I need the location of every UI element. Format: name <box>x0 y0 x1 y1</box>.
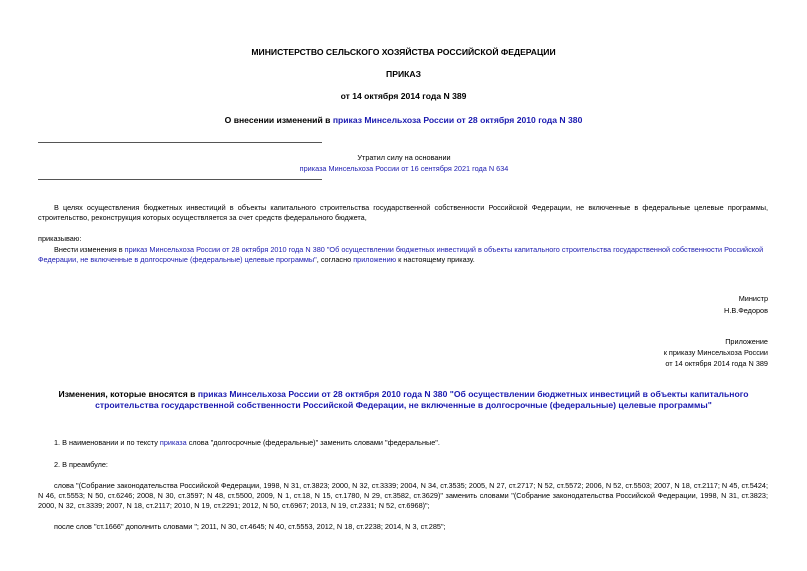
document-type: ПРИКАЗ <box>386 69 421 79</box>
order-prefix: Внести изменения в <box>54 245 125 254</box>
order-suffix: к настоящему приказу. <box>396 255 475 265</box>
repeal-container <box>230 164 578 174</box>
repeal-order-link[interactable]: приказа Минсельхоза России от 16 сентября 2021 года N 634 <box>299 164 509 173</box>
order-word: приказываю: <box>38 234 82 243</box>
item-1 <box>54 438 768 448</box>
divider-bottom <box>38 179 322 180</box>
divider-top <box>38 142 322 143</box>
amended-order-link[interactable]: приказ Минсельхоза России от 28 октября 2010 года N 380 <box>332 115 583 125</box>
changes-title-prefix: Изменения, которые вносятся в <box>58 389 198 399</box>
document-date-number: от 14 октября 2014 года N 389 <box>340 91 467 101</box>
item-2: 2. В преамбуле: <box>54 460 108 469</box>
item-1-order-link[interactable]: приказа <box>159 438 187 447</box>
ministry-heading: МИНИСТЕРСТВО СЕЛЬСКОГО ХОЗЯЙСТВА РОССИЙСКОЙ ФЕДЕРАЦИИ <box>251 47 556 57</box>
signature-name: Н.В.Федоров <box>724 306 768 315</box>
changes-title <box>40 389 767 411</box>
item-2-after: после слов "ст.1666" дополнить словами "; 2011, N 30, ст.4645; N 40, ст.5553, 2012, N 18, ст.2238; 2014, N 3, ст.285"; <box>54 522 446 531</box>
order-paragraph <box>38 245 768 265</box>
changes-order-link[interactable]: приказ Минсельхоза России от 28 октября 2010 года N 380 "Об осуществлении бюджетных инвестиций в объекты капитального строительства государственной собственности Российской Федерации, не включенные в долгосрочные (федеральные) целевые программы" <box>95 389 749 410</box>
repeal-note: Утратил силу на основании <box>357 153 451 162</box>
appendix-to-order: к приказу Минсельхоза России <box>663 348 768 357</box>
document-title <box>0 115 807 125</box>
signature-position: Министр <box>738 294 768 303</box>
order-380-link[interactable]: приказ Минсельхоза России от 28 октября 2010 года N 380 "Об осуществлении бюджетных инвестиций в объекты капитального строительства государственной собственности Российской Федерации, не включенные в долгосрочные (федеральные) целевые программы" <box>38 245 764 265</box>
document-title-prefix: О внесении изменений в <box>224 115 333 125</box>
item-2-text: слова "(Собрание законодательства Российской Федерации, 1998, N 31, ст.3823; 2000, N 32, ст.3339; 2004, N 34, ст.3535; 2005, N 27, ст.2717; N 52, ст.5572; 2006, N 52, ст.5503; 2007, N 18, ст.2117; N 45, ст.5424; N 46, ст.5553; N 50, ст.6246; 2008, N 30, ст.3597; N 48, ст.5500, 2009, N 1, ст.18, N 15, ст.1780, N 29, ст.3582, ст.3629)" заменить словами "(Собрание законодательства Российской Федерации, 1998, N 31, ст.3823; 2000, N 32, ст.3339; 2007, N 18, ст.2117; 2010, N 19, ст.2291; 2012, N 50, ст.6967; 2013, N 19, ст.2331; N 52, ст.6968)"; <box>38 481 768 511</box>
appendix-date: от 14 октября 2014 года N 389 <box>665 359 768 368</box>
item-1-suffix: слова "долгосрочные (федеральные)" заменить словами "федеральные". <box>186 438 440 447</box>
appendix-label: Приложение <box>725 337 768 346</box>
appendix-link[interactable]: приложению <box>353 255 397 265</box>
item-1-prefix: 1. В наименовании и по тексту <box>54 438 160 447</box>
order-mid: , согласно <box>316 255 354 265</box>
preamble-paragraph: В целях осуществления бюджетных инвестиций в объекты капитального строительства государственной собственности Российской Федерации, не включенные в федеральные целевые программы, строительство, реконструкция которых осуществляется за счет средств федерального бюджета, <box>38 203 768 223</box>
